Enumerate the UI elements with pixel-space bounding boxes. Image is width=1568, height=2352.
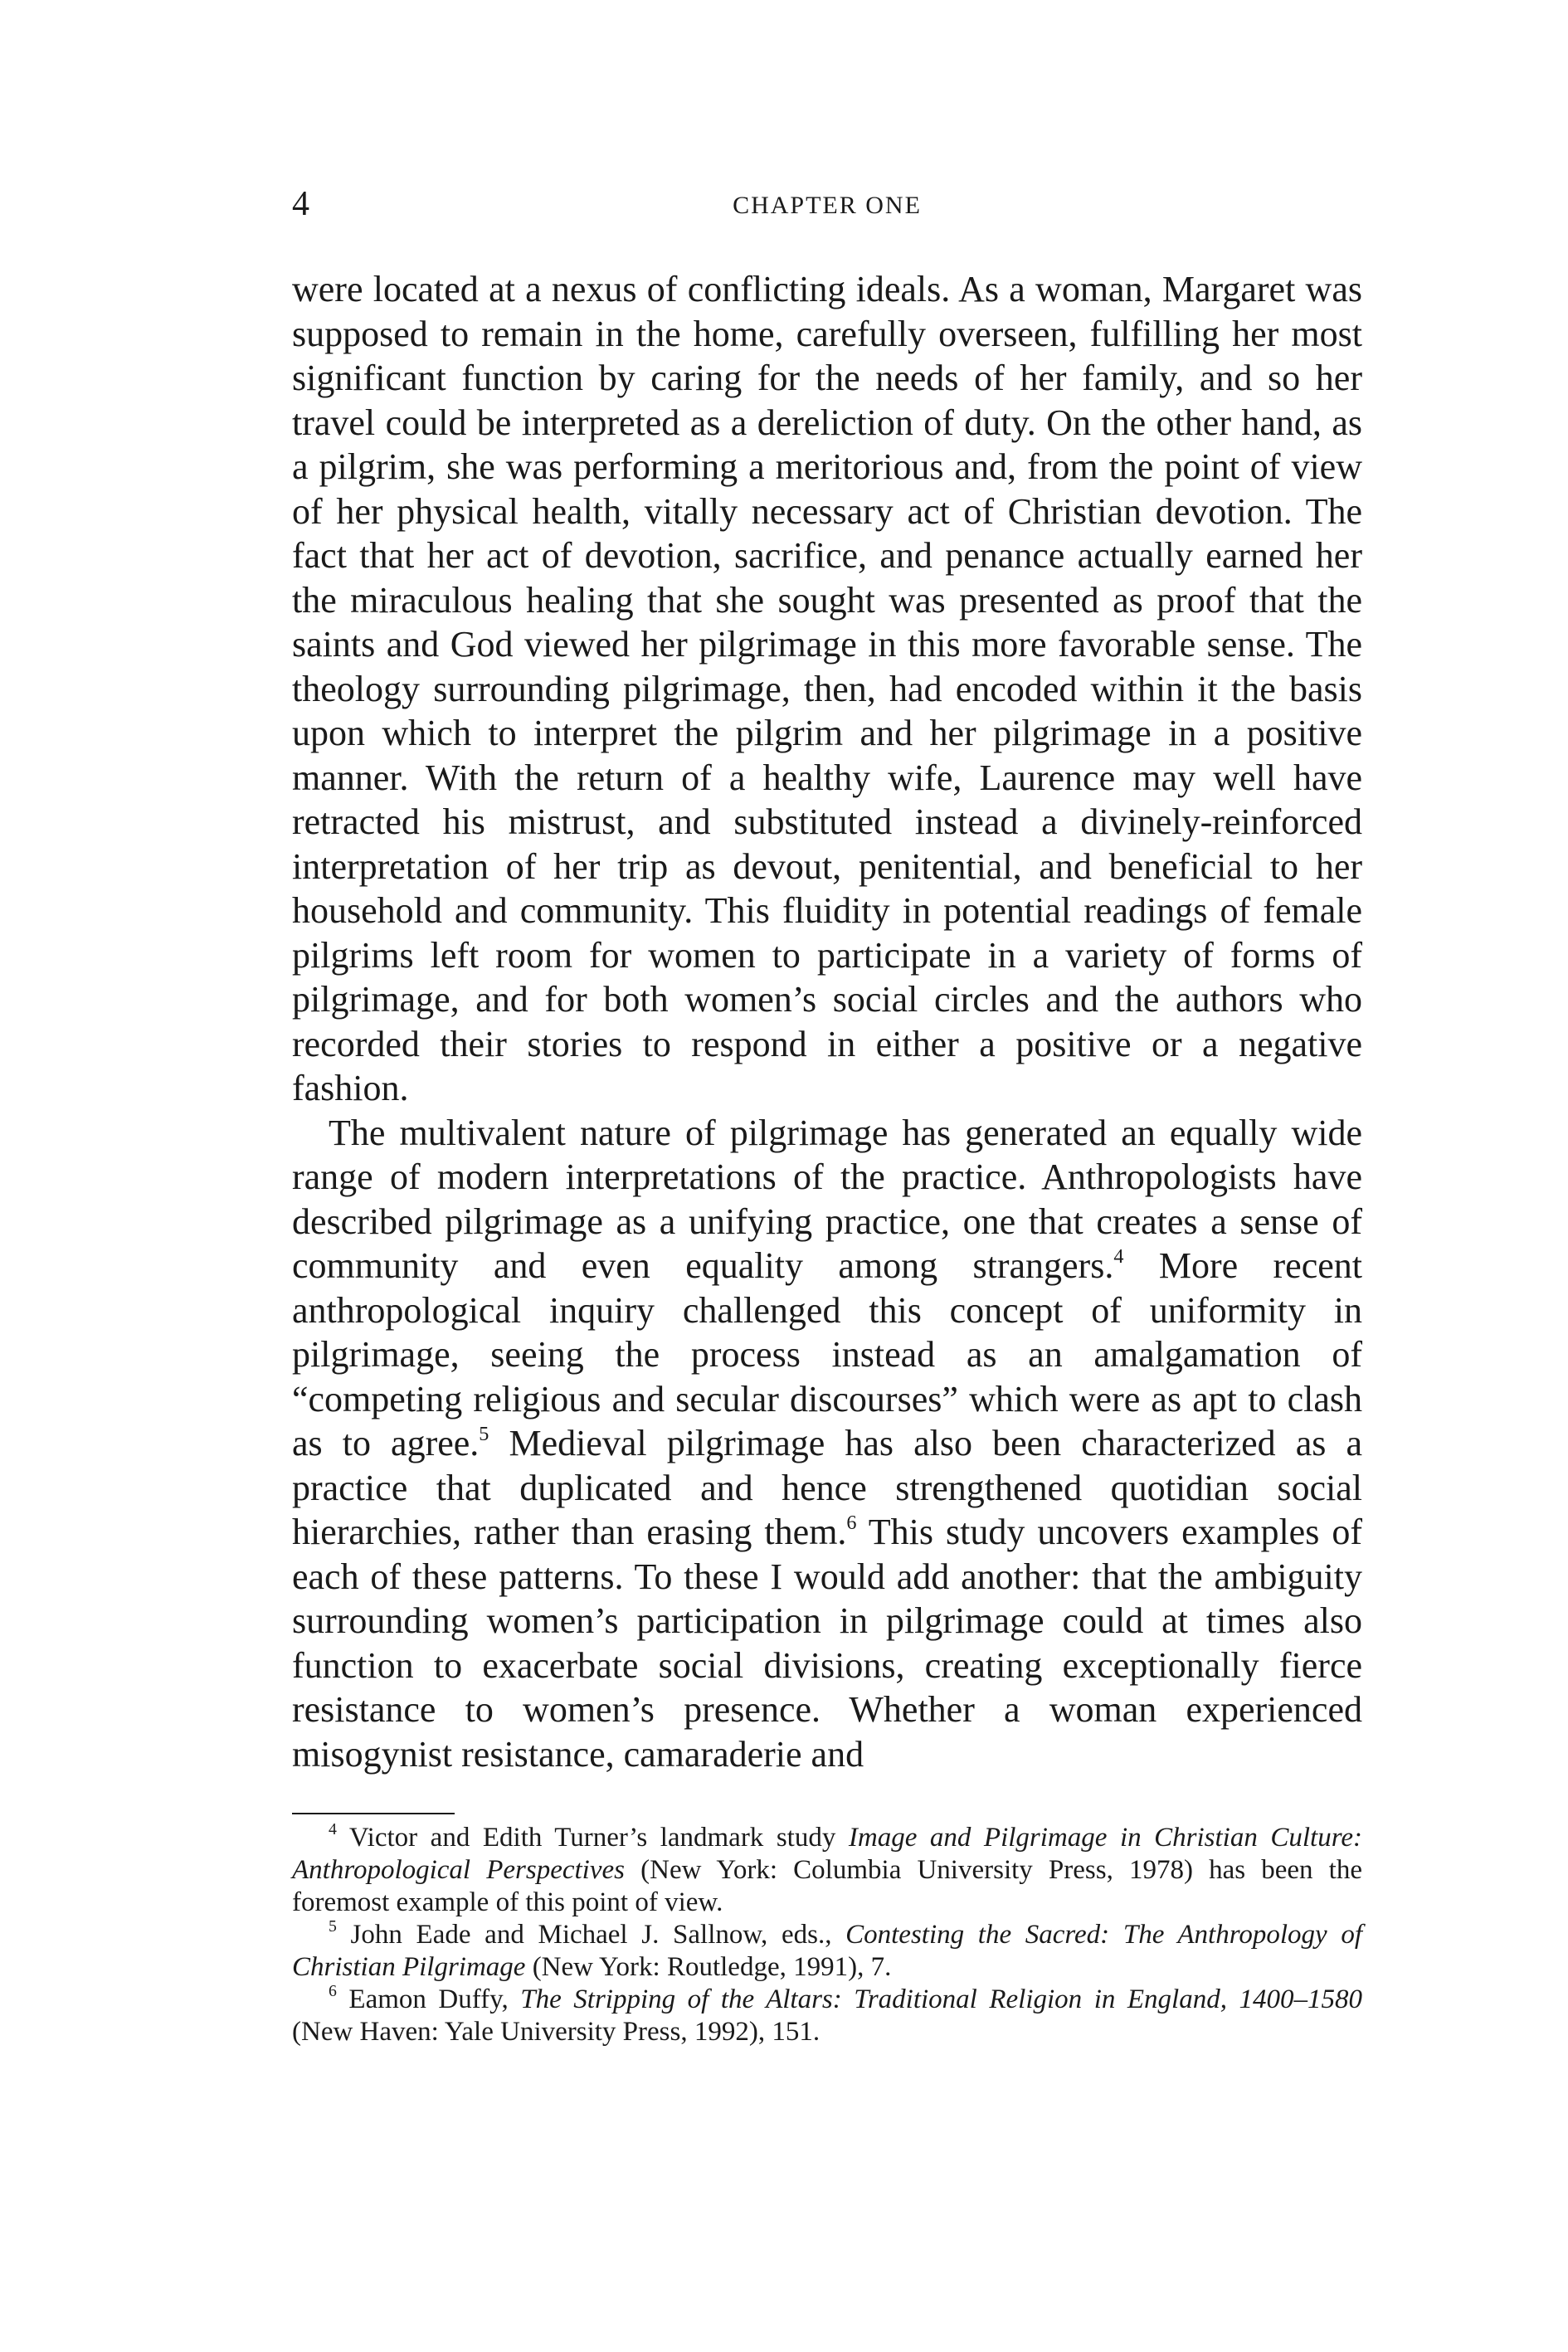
paragraph-2-text: Medieval pilgrimage has also been characterized as a practice that duplicated and hence strengthened quotidian social hierarchies, rather than erasing them.	[292, 1423, 1362, 1552]
body-text	[292, 267, 1362, 1776]
footnote-title: Contesting the Sacred: The Anthropology of Christian Pilgrimage	[292, 1920, 1362, 1982]
footnote-text: (New York: Columbia University Press, 1978) has been the foremost example of this point of view.	[292, 1855, 1362, 1917]
footnote-ref-6[interactable]: 6	[846, 1511, 857, 1534]
paragraph-1: were located at a nexus of conflicting ideals. As a woman, Margaret was supposed to remain in the home, carefully overseen, fulfilling her most significant function by caring for the needs of her family, and so her travel could be interpreted as a dereliction of duty. On the other hand, as a pilgrim, she was performing a meritorious and, from the point of view of her physical health, vitally necessary act of Christian devotion. The fact that her act of devotion, sacrifice, and penance actually earned her the miraculous healing that she sought was presented as proof that the saints and God viewed her pilgrimage in this more favorable sense. The theology surrounding pilgrimage, then, had encoded within it the basis upon which to interpret the pilgrim and her pilgrimage in a positive manner. With the return of a healthy wife, Laurence may well have retracted his mistrust, and substituted instead a divinely-reinforced interpretation of her trip as devout, penitential, and beneficial to her household and community. This fluidity in potential readings of female pilgrims left room for women to participate in a variety of forms of pilgrimage, and for both women’s social circles and the authors who recorded their stories to respond in either a positive or a negative fashion.	[292, 269, 1362, 1108]
footnote-separator	[292, 1813, 455, 1814]
footnote-number: 6	[329, 1982, 337, 2001]
footnote-text: (New Haven: Yale University Press, 1992), 151.	[292, 2017, 821, 2047]
footnote-title: The Stripping of the Altars: Traditional Religion in England, 1400–1580	[520, 1984, 1362, 2014]
page-number: 4	[292, 185, 309, 223]
paragraph-2	[292, 1111, 1362, 1777]
footnote-text: John Eade and Michael J. Sallnow, eds.,	[336, 1920, 846, 1950]
footnote-ref-5[interactable]: 5	[479, 1422, 489, 1445]
footnote-5	[292, 1919, 1362, 1984]
footnote-number: 4	[329, 1820, 337, 1839]
paragraph-2-text: This study uncovers examples of each of these patterns. To these I would add another: that the ambiguity surrounding women’s participation in pilgrimage could at times also function to exacerbate social divisions, creating exceptionally fierce resistance to women’s presence. Whether a woman experienced misogynist resistance, camaraderie and	[292, 1512, 1362, 1775]
footnote-text: Victor and Edith Turner’s landmark study	[336, 1823, 849, 1853]
footnote-text: Eamon Duffy,	[336, 1984, 521, 2014]
footnote-number: 5	[329, 1917, 337, 1936]
footnote-title: Image and Pilgrimage in Christian Culture: Anthropological Perspectives	[292, 1823, 1362, 1885]
footnote-ref-4[interactable]: 4	[1113, 1244, 1124, 1268]
footnote-6	[292, 1984, 1362, 2048]
paragraph-2-text: The multivalent nature of pilgrimage has generated an equally wide range of modern interpretations of the practice. Anthropologists have described pilgrimage as a unifying practice, one that creates a sense of community and even equality among strangers.	[292, 1112, 1362, 1286]
paragraph-2-text: More recent anthropological inquiry challenged this concept of uniformity in pilgrimage, seeing the process instead as an amalgamation of “competing religious and secular discourses” which were as apt to clash as to agree.	[292, 1245, 1362, 1463]
footnote-text: (New York: Routledge, 1991), 7.	[525, 1952, 892, 1982]
footnote-4	[292, 1822, 1362, 1919]
footnotes	[292, 1822, 1362, 2048]
running-head: CHAPTER ONE	[733, 192, 922, 219]
